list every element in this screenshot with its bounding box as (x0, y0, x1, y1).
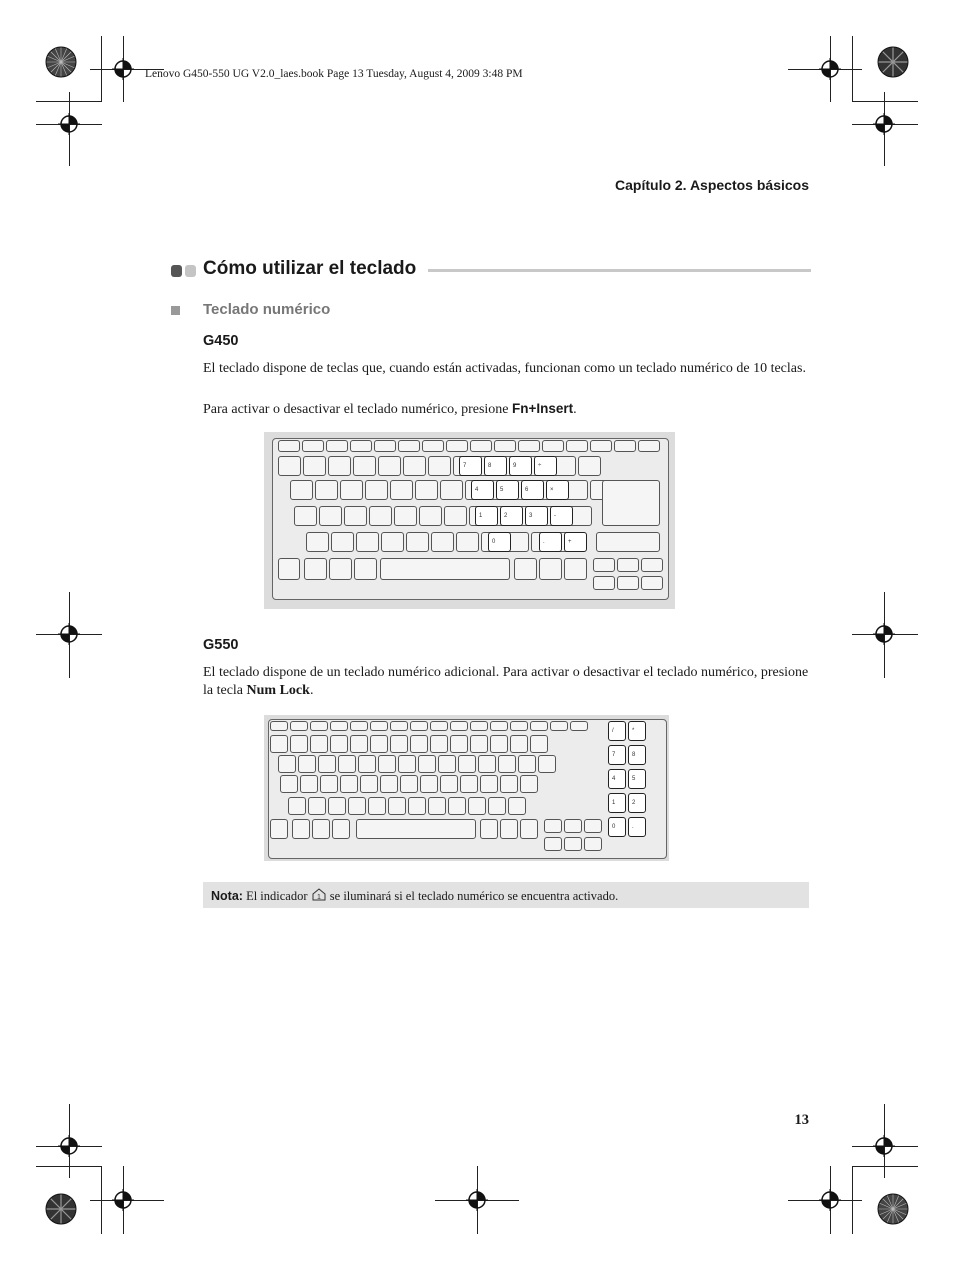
keyboard-key (508, 797, 526, 815)
arrow-key (593, 558, 615, 572)
fn-key (278, 558, 300, 580)
keyboard-key (360, 775, 378, 793)
keyboard-key (398, 755, 416, 773)
function-key (374, 440, 396, 452)
color-rosette-icon (45, 1193, 77, 1225)
keyboard-key (328, 797, 346, 815)
function-key (494, 440, 516, 452)
function-key (278, 440, 300, 452)
function-key (542, 440, 564, 452)
numeric-keypad-key: 1 (475, 506, 498, 526)
keyboard-key (308, 797, 326, 815)
function-key (518, 440, 540, 452)
numpad-key: 2 (628, 793, 646, 813)
numeric-keypad-key: 5 (496, 480, 519, 500)
keyboard-key (480, 775, 498, 793)
keyboard-key (460, 775, 478, 793)
keyboard-key (319, 506, 342, 526)
keyboard-key (448, 797, 466, 815)
keyboard-key (370, 735, 388, 753)
keyboard-key (288, 797, 306, 815)
keyboard-key (510, 735, 528, 753)
keyboard-key (431, 532, 454, 552)
keyboard-key (381, 532, 404, 552)
registration-mark-icon (466, 1189, 488, 1211)
keyboard-key (539, 558, 562, 580)
numpad-key: 4 (608, 769, 626, 789)
keyboard-key (408, 797, 426, 815)
keyboard-key (278, 755, 296, 773)
function-key (290, 721, 308, 731)
numeric-keypad-key: 9 (509, 456, 532, 476)
registration-mark-icon (819, 58, 841, 80)
numpad-key: 0 (608, 817, 626, 837)
note-text: Nota: El indicador 1 se iluminará si el teclado numérico se encuentra activado. (211, 889, 619, 903)
keyboard-key (428, 456, 451, 476)
function-key (638, 440, 660, 452)
shift-key (596, 532, 660, 552)
function-key (510, 721, 528, 731)
numeric-keypad-key: . (539, 532, 562, 552)
subsection-title: Teclado numérico (203, 301, 331, 318)
keyboard-key (450, 735, 468, 753)
numeric-keypad-key: × (546, 480, 569, 500)
keyboard-key (419, 506, 442, 526)
function-key (566, 440, 588, 452)
keyboard-key (292, 819, 310, 839)
function-key (410, 721, 428, 731)
keyboard-key (340, 775, 358, 793)
function-key (370, 721, 388, 731)
numeric-keypad-key: ÷ (534, 456, 557, 476)
arrow-key (641, 558, 663, 572)
keyboard-key (358, 755, 376, 773)
keyboard-key (518, 755, 536, 773)
g450-heading: G450 (203, 333, 239, 349)
g450-keyboard-illustration (264, 432, 675, 609)
numpad-key: 7 (608, 745, 626, 765)
keyboard-key (478, 755, 496, 773)
registration-mark-icon (873, 623, 895, 645)
registration-mark-icon (819, 1189, 841, 1211)
keyboard-key (353, 456, 376, 476)
function-key (470, 440, 492, 452)
registration-mark-icon (58, 623, 80, 645)
keyboard-key (340, 480, 363, 500)
keyboard-key (290, 480, 313, 500)
enter-key (602, 480, 660, 526)
keyboard-key (538, 755, 556, 773)
keyboard-key (315, 480, 338, 500)
num-lock-key: Num Lock (246, 683, 310, 698)
keyboard-key (294, 506, 317, 526)
keyboard-key (368, 797, 386, 815)
function-key (270, 721, 288, 731)
numeric-keypad-key: 7 (459, 456, 482, 476)
numeric-keypad-key: 2 (500, 506, 523, 526)
function-key (490, 721, 508, 731)
numpad-key: / (608, 721, 626, 741)
keyboard-key (488, 797, 506, 815)
keyboard-key (564, 558, 587, 580)
keyboard-key (438, 755, 456, 773)
numpad-key: * (628, 721, 646, 741)
keyboard-key (500, 819, 518, 839)
keyboard-key (365, 480, 388, 500)
keyboard-key (380, 775, 398, 793)
keyboard-key (312, 819, 330, 839)
keyboard-key (430, 735, 448, 753)
function-key (614, 440, 636, 452)
function-key (450, 721, 468, 731)
numeric-keypad-key: + (564, 532, 587, 552)
svg-text:1: 1 (316, 894, 321, 901)
keyboard-key (300, 775, 318, 793)
keyboard-key (388, 797, 406, 815)
color-rosette-icon (877, 1193, 909, 1225)
g550-paragraph: El teclado dispone de un teclado numérico adicional. Para activar o desactivar el teclado numérico, presione la tecla Num Lock. (203, 665, 809, 698)
function-key (570, 721, 588, 731)
keyboard-key (500, 775, 518, 793)
keyboard-key (330, 735, 348, 753)
keyboard-key (348, 797, 366, 815)
g550-keyboard-illustration (264, 715, 669, 861)
function-key (302, 440, 324, 452)
function-key (330, 721, 348, 731)
arrow-key (617, 576, 639, 590)
registration-mark-icon (873, 113, 895, 135)
function-key (530, 721, 548, 731)
registration-mark-icon (112, 58, 134, 80)
keyboard-key (278, 456, 301, 476)
keyboard-key (444, 506, 467, 526)
keyboard-key (303, 456, 326, 476)
keyboard-key (420, 775, 438, 793)
keyboard-key (440, 775, 458, 793)
keyboard-key (270, 735, 288, 753)
print-slug: Lenovo G450-550 UG V2.0_laes.book Page 13 Tuesday, August 4, 2009 3:48 PM (145, 68, 523, 80)
keyboard-key (406, 532, 429, 552)
numpad-key: . (628, 817, 646, 837)
keyboard-key (490, 735, 508, 753)
subsection-bullet-icon (171, 306, 180, 315)
spacebar-key (356, 819, 476, 839)
arrow-key (617, 558, 639, 572)
page-number: 13 (794, 1112, 809, 1128)
arrow-key (564, 819, 582, 833)
numeric-keypad-key: - (550, 506, 573, 526)
keyboard-key (415, 480, 438, 500)
keyboard-key (456, 532, 479, 552)
numeric-keypad-key: 6 (521, 480, 544, 500)
arrow-key (564, 837, 582, 851)
registration-mark-icon (112, 1189, 134, 1211)
function-key (470, 721, 488, 731)
keyboard-key (390, 480, 413, 500)
numeric-keypad-key: 0 (488, 532, 511, 552)
keyboard-key (280, 775, 298, 793)
keyboard-key (394, 506, 417, 526)
numeric-keypad-key: 3 (525, 506, 548, 526)
registration-mark-icon (58, 113, 80, 135)
keyboard-key (403, 456, 426, 476)
keyboard-key (350, 735, 368, 753)
keyboard-key (410, 735, 428, 753)
function-key (350, 721, 368, 731)
keyboard-key (329, 558, 352, 580)
keyboard-key (458, 755, 476, 773)
function-key (398, 440, 420, 452)
key-combo: Fn+Insert (512, 401, 574, 416)
numeric-keypad-key: 4 (471, 480, 494, 500)
keyboard-key (356, 532, 379, 552)
function-key (390, 721, 408, 731)
keyboard-key (468, 797, 486, 815)
keyboard-key (578, 456, 601, 476)
keyboard-key (306, 532, 329, 552)
keyboard-key (332, 819, 350, 839)
registration-mark-icon (873, 1135, 895, 1157)
keyboard-key (514, 558, 537, 580)
arrow-key (584, 837, 602, 851)
keyboard-key (344, 506, 367, 526)
numeric-keypad-key: 8 (484, 456, 507, 476)
keyboard-key (378, 755, 396, 773)
arrow-key (641, 576, 663, 590)
numlock-indicator-icon (311, 888, 327, 902)
keyboard-key (390, 735, 408, 753)
keyboard-key (520, 819, 538, 839)
keyboard-key (331, 532, 354, 552)
fn-key (270, 819, 288, 839)
running-head: Capítulo 2. Aspectos básicos (615, 177, 809, 193)
registration-mark-icon (58, 1135, 80, 1157)
function-key (430, 721, 448, 731)
keyboard-key (354, 558, 377, 580)
function-key (310, 721, 328, 731)
keyboard-key (470, 735, 488, 753)
function-key (446, 440, 468, 452)
keyboard-key (338, 755, 356, 773)
note-box (203, 882, 809, 908)
numpad-key: 1 (608, 793, 626, 813)
section-bullet-icon (171, 265, 197, 277)
arrow-key (544, 837, 562, 851)
note-label: Nota: (211, 889, 243, 903)
keyboard-key (418, 755, 436, 773)
function-key (550, 721, 568, 731)
keyboard-key (480, 819, 498, 839)
keyboard-key (318, 755, 336, 773)
color-rosette-icon (45, 46, 77, 78)
spacebar-key (380, 558, 510, 580)
color-rosette-icon (877, 46, 909, 78)
section-title: Cómo utilizar el teclado (203, 258, 417, 279)
g550-heading: G550 (203, 637, 239, 653)
keyboard-key (298, 755, 316, 773)
numpad-key: 5 (628, 769, 646, 789)
function-key (422, 440, 444, 452)
keyboard-key (369, 506, 392, 526)
section-rule (428, 269, 811, 272)
keyboard-key (530, 735, 548, 753)
keyboard-key (310, 735, 328, 753)
keyboard-key (290, 735, 308, 753)
keyboard-key (378, 456, 401, 476)
arrow-key (584, 819, 602, 833)
keyboard-key (520, 775, 538, 793)
function-key (326, 440, 348, 452)
arrow-key (544, 819, 562, 833)
keyboard-key (400, 775, 418, 793)
g450-paragraph-1: El teclado dispone de teclas que, cuando están activadas, funcionan como un teclado numérico de 10 teclas. (203, 361, 806, 376)
function-key (590, 440, 612, 452)
keyboard-key (320, 775, 338, 793)
keyboard-key (428, 797, 446, 815)
function-key (350, 440, 372, 452)
keyboard-key (440, 480, 463, 500)
keyboard-key (304, 558, 327, 580)
keyboard-key (328, 456, 351, 476)
g450-paragraph-2: Para activar o desactivar el teclado numérico, presione Fn+Insert. (203, 401, 577, 417)
arrow-key (593, 576, 615, 590)
numpad-key: 8 (628, 745, 646, 765)
keyboard-key (498, 755, 516, 773)
